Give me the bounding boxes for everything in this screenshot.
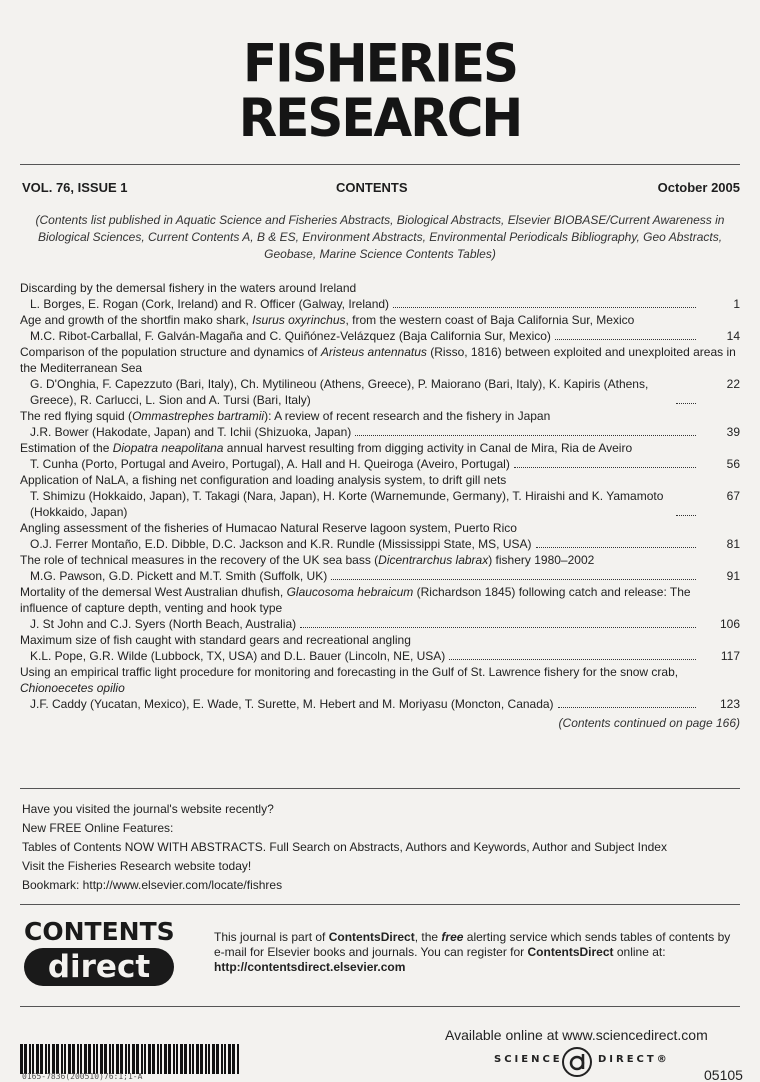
barcode-bar [168, 1044, 171, 1074]
contents-direct-text [214, 930, 740, 975]
article-authors: T. Shimizu (Hokkaido, Japan), T. Takagi (Nara, Japan), H. Korte (Warnemunde, Germany), T. Hiraishi and K. Yamamoto (Hokkaido, Japan) [30, 489, 664, 519]
sciencedirect-left: SCIENCE [494, 1054, 563, 1065]
barcode-bar [77, 1044, 79, 1074]
article-authors: J. St John and C.J. Syers (North Beach, Australia) [30, 617, 297, 631]
article-authors: J.F. Caddy (Yucatan, Mexico), E. Wade, T. Surette, M. Hebert and M. Moriyasu (Moncton, Canada) [30, 697, 554, 711]
barcode-bar [64, 1044, 66, 1074]
dot-leader [393, 296, 696, 308]
indexing-note: (Contents list published in Aquatic Science and Fisheries Abstracts, Biological Abstracts, Elsevier BIOBASE/Current Awareness in Biological Sciences, Current Contents A, B & ES, Environment Abstracts, Environmental Periodicals Bibliography, Geo Abstracts, Geobase, Marine Science Contents Tables) [35, 213, 725, 261]
barcode-bar [52, 1044, 55, 1074]
barcode-bar [24, 1044, 27, 1074]
dot-leader [300, 616, 696, 628]
article-authors: O.J. Ferrer Montaño, E.D. Dibble, D.C. Jackson and K.R. Rundle (Mississippi State, MS, USA) [30, 537, 532, 551]
barcode-bar [208, 1044, 210, 1074]
article-title[interactable]: Maximum size of fish caught with standard gears and recreational angling [20, 633, 411, 647]
article-title[interactable]: Comparison of the population structure and dynamics of Aristeus antennatus (Risso, 1816) between exploited and unexploited areas in the Mediterranean Sea [20, 345, 736, 375]
barcode-bar [109, 1044, 111, 1074]
barcode-bar [216, 1044, 219, 1074]
article-title[interactable]: The red flying squid (Ommastrephes bartramii): A review of recent research and the fishery in Japan [20, 409, 551, 423]
barcode-bar [48, 1044, 50, 1074]
barcode-bar [184, 1044, 187, 1074]
barcode-bar [72, 1044, 75, 1074]
barcode-bar [157, 1044, 159, 1074]
dot-leader [558, 696, 696, 708]
page-number: 67 [726, 489, 740, 503]
website-promo [22, 800, 742, 895]
article-authors: M.C. Ribot-Carballal, F. Galván-Magaña and C. Quiñónez-Velázquez (Baja California Sur, Mexico) [30, 329, 551, 343]
dot-leader [676, 488, 696, 516]
barcode-bar [132, 1044, 135, 1074]
cd-text-part: , the [414, 930, 442, 944]
barcode-bar [189, 1044, 191, 1074]
dot-leader [555, 328, 696, 340]
website-bookmark[interactable]: Bookmark: http://www.elsevier.com/locate/fishres [22, 878, 283, 892]
page-number: 56 [726, 457, 740, 471]
cd-brand: ContentsDirect [527, 945, 614, 959]
issue-date: October 2005 [657, 180, 740, 195]
page-number: 39 [726, 425, 740, 439]
dot-leader [514, 456, 696, 468]
contents-direct-logo [24, 918, 176, 986]
barcode-bar [56, 1044, 59, 1074]
toc-entry [20, 552, 740, 584]
toc-entry [20, 472, 740, 520]
toc-entry [20, 664, 740, 712]
website-question: Have you visited the journal's website recently? [22, 802, 274, 816]
barcode-bar [68, 1044, 71, 1074]
page-number: 22 [726, 377, 740, 391]
toc-entry [20, 632, 740, 664]
barcode-bar [136, 1044, 139, 1074]
cd-free: free [441, 930, 464, 944]
toc-entry [20, 440, 740, 472]
volume-issue: VOL. 76, ISSUE 1 [22, 180, 128, 195]
page-number: 14 [726, 329, 740, 343]
masthead-line1: FISHERIES [242, 33, 518, 95]
barcode-bar [212, 1044, 215, 1074]
divider [20, 1006, 740, 1007]
divider [20, 164, 740, 165]
available-online[interactable]: Available online at www.sciencedirect.com [445, 1027, 708, 1043]
barcode-bar [221, 1044, 223, 1074]
barcode-image [20, 1044, 242, 1074]
barcode-bar [116, 1044, 119, 1074]
issue-code: 05105 [704, 1067, 743, 1082]
barcode-bar [180, 1044, 183, 1074]
article-authors: T. Cunha (Porto, Portugal and Aveiro, Portugal), A. Hall and H. Queiroga (Aveiro, Portugal) [30, 457, 510, 471]
article-authors: G. D'Onghia, F. Capezzuto (Bari, Italy), Ch. Mytilineou (Athens, Greece), P. Maiorano (Bari, Italy), K. Kapiris (Athens, Greece), R. Carlucci, L. Sion and A. Tursi (Bari, Italy) [30, 377, 649, 407]
barcode-bar [20, 1044, 23, 1074]
barcode-bar [112, 1044, 114, 1074]
toc-entry [20, 280, 740, 312]
toc-entry [20, 520, 740, 552]
toc-entry [20, 408, 740, 440]
article-authors: K.L. Pope, G.R. Wilde (Lubbock, TX, USA) and D.L. Bauer (Lincoln, NE, USA) [30, 649, 446, 663]
barcode-bar [45, 1044, 47, 1074]
barcode-bar [96, 1044, 98, 1074]
barcode-bar [29, 1044, 31, 1074]
barcode-bar [205, 1044, 207, 1074]
contents-heading: CONTENTS [336, 180, 408, 195]
barcode-bar [36, 1044, 39, 1074]
barcode-bar [196, 1044, 199, 1074]
website-toc-features: Tables of Contents NOW WITH ABSTRACTS. Full Search on Abstracts, Authors and Keywords, Author and Subject Index [22, 840, 667, 854]
article-authors: M.G. Pawson, G.D. Pickett and M.T. Smith (Suffolk, UK) [30, 569, 328, 583]
table-of-contents [20, 280, 740, 712]
sciencedirect-right: DIRECT® [598, 1054, 670, 1065]
barcode-bar [232, 1044, 235, 1074]
barcode-bar [192, 1044, 194, 1074]
sciencedirect-at-icon [560, 1045, 594, 1079]
barcode-bar [152, 1044, 155, 1074]
barcode-bar [200, 1044, 203, 1074]
barcode-bar [160, 1044, 162, 1074]
barcode-bar [80, 1044, 82, 1074]
continued-note: (Contents continued on page 166) [558, 716, 740, 730]
website-visit: Visit the Fisheries Research website today! [22, 859, 252, 873]
divider [20, 904, 740, 905]
barcode-bar [144, 1044, 146, 1074]
barcode-bar [228, 1044, 231, 1074]
page-number: 106 [719, 617, 740, 631]
barcode-bar [32, 1044, 34, 1074]
cd-text-part: This journal is part of [214, 930, 329, 944]
article-title[interactable]: Angling assessment of the fisheries of Humacao Natural Reserve lagoon system, Puerto Rico [20, 521, 517, 535]
contents-direct-logo-top: CONTENTS [24, 917, 175, 946]
page-number: 81 [726, 537, 740, 551]
article-title[interactable]: Mortality of the demersal West Australian dhufish, Glaucosoma hebraicum (Richardson 1845) following catch and release: The influence of capture depth, venting and hook type [20, 585, 691, 615]
website-features: New FREE Online Features: [22, 821, 174, 835]
article-title[interactable]: The role of technical measures in the recovery of the UK sea bass (Dicentrarchus labrax) fishery 1980–2002 [20, 553, 595, 567]
page-number: 123 [719, 697, 740, 711]
toc-entry [20, 584, 740, 632]
article-title[interactable]: Age and growth of the shortfin mako shark, Isurus oxyrinchus, from the western coast of Baja California Sur, Mexico [20, 313, 635, 327]
divider [20, 788, 740, 789]
page-number: 91 [726, 569, 740, 583]
cd-brand: ContentsDirect [328, 930, 415, 944]
page-number: 1 [733, 297, 740, 311]
barcode-bar [84, 1044, 87, 1074]
barcode-bar [128, 1044, 130, 1074]
barcode-bar [104, 1044, 107, 1074]
article-title[interactable]: Using an empirical traffic light procedure for monitoring and forecasting in the Gulf of St. Lawrence fishery for the snow crab, Chionoecetes opilio [20, 665, 679, 695]
dot-leader [331, 568, 696, 580]
toc-entry [20, 344, 740, 408]
barcode-bar [125, 1044, 127, 1074]
cd-text-part: online at: [613, 945, 666, 959]
barcode-bar [40, 1044, 43, 1074]
dot-leader [449, 648, 696, 660]
contents-direct-logo-bottom: direct [24, 948, 174, 986]
barcode-bar [237, 1044, 239, 1074]
barcode-bar [173, 1044, 175, 1074]
article-title[interactable]: Discarding by the demersal fishery in the waters around Ireland [20, 281, 357, 295]
barcode-bar [224, 1044, 226, 1074]
barcode-bar [141, 1044, 143, 1074]
contents-direct-url[interactable]: http://contentsdirect.elsevier.com [214, 960, 406, 974]
barcode-bar [164, 1044, 167, 1074]
dot-leader [536, 536, 696, 548]
dot-leader [355, 424, 696, 436]
barcode-bar [148, 1044, 151, 1074]
article-title[interactable]: Application of NaLA, a fishing net configuration and loading analysis system, to drift gill nets [20, 473, 507, 487]
barcode-number: 0165-7836(200510)76:1;1-A [22, 1072, 143, 1081]
barcode-bar [88, 1044, 91, 1074]
article-title[interactable]: Estimation of the Diopatra neapolitana annual harvest resulting from digging activity in Canal de Mira, Ria de Aveiro [20, 441, 633, 455]
barcode-bar [100, 1044, 103, 1074]
barcode-bar [120, 1044, 123, 1074]
journal-masthead [0, 33, 760, 149]
barcode-bar [176, 1044, 178, 1074]
dot-leader [676, 376, 696, 404]
cd-text-part: alerting service which sends tables of contents by e-mail for Elsevier books and journals. You can register for [214, 930, 731, 959]
masthead-line2: RESEARCH [238, 87, 522, 149]
article-authors: J.R. Bower (Hakodate, Japan) and T. Ichii (Shizuoka, Japan) [30, 425, 352, 439]
toc-entry [20, 312, 740, 344]
page-number: 117 [720, 649, 740, 663]
barcode-bar [61, 1044, 63, 1074]
barcode-bar [93, 1044, 95, 1074]
article-authors: L. Borges, E. Rogan (Cork, Ireland) and R. Officer (Galway, Ireland) [30, 297, 390, 311]
